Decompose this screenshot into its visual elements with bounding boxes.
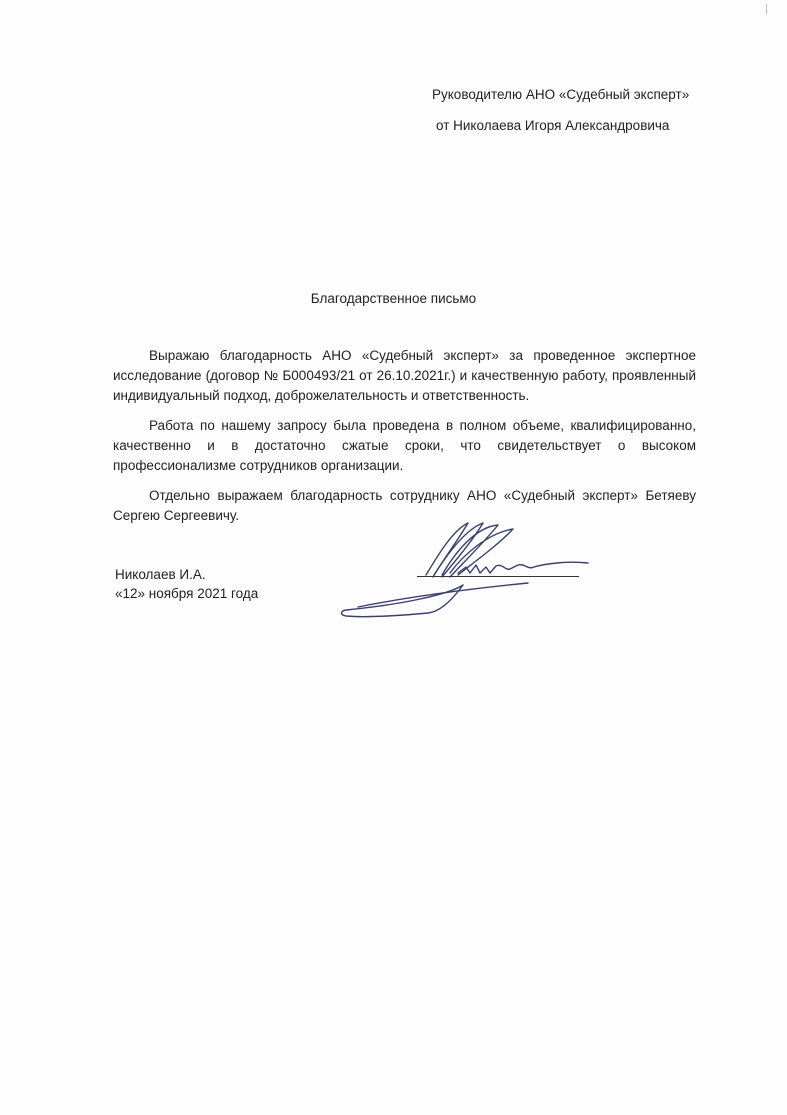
addressee-recipient: Руководителю АНО «Судебный эксперт» [432, 87, 690, 102]
letter-title: Благодарственное письмо [310, 291, 477, 306]
addressee-sender: от Николаева Игоря Александровича [436, 118, 670, 133]
addressee-block [432, 86, 689, 134]
handwritten-signature-icon [338, 515, 598, 625]
scan-mark [766, 4, 767, 14]
signer-block [115, 565, 258, 603]
paragraph-quality: Работа по нашему запросу была проведена в полном объеме, квалифицированно, качественно и в достаточно сжатые сроки, что свидетельствует о высоком профессионализме сотрудников организации. [113, 418, 696, 473]
paragraph-employee: Отдельно выражаем благодарность сотруднику АНО «Судебный эксперт» Бетяеву Сергею Сергеевичу. [113, 488, 696, 523]
paragraph-gratitude: Выражаю благодарность АНО «Судебный эксперт» за проведенное экспертное исследование (договор № Б000493/21 от 26.10.2021г.) и качественную работу, проявленный индивидуальный подход, доброжелательность и ответственность. [113, 348, 696, 403]
signature-date: «12» ноября 2021 года [115, 586, 259, 601]
letter-body [113, 346, 696, 536]
signer-name: Николаев И.А. [115, 567, 206, 582]
